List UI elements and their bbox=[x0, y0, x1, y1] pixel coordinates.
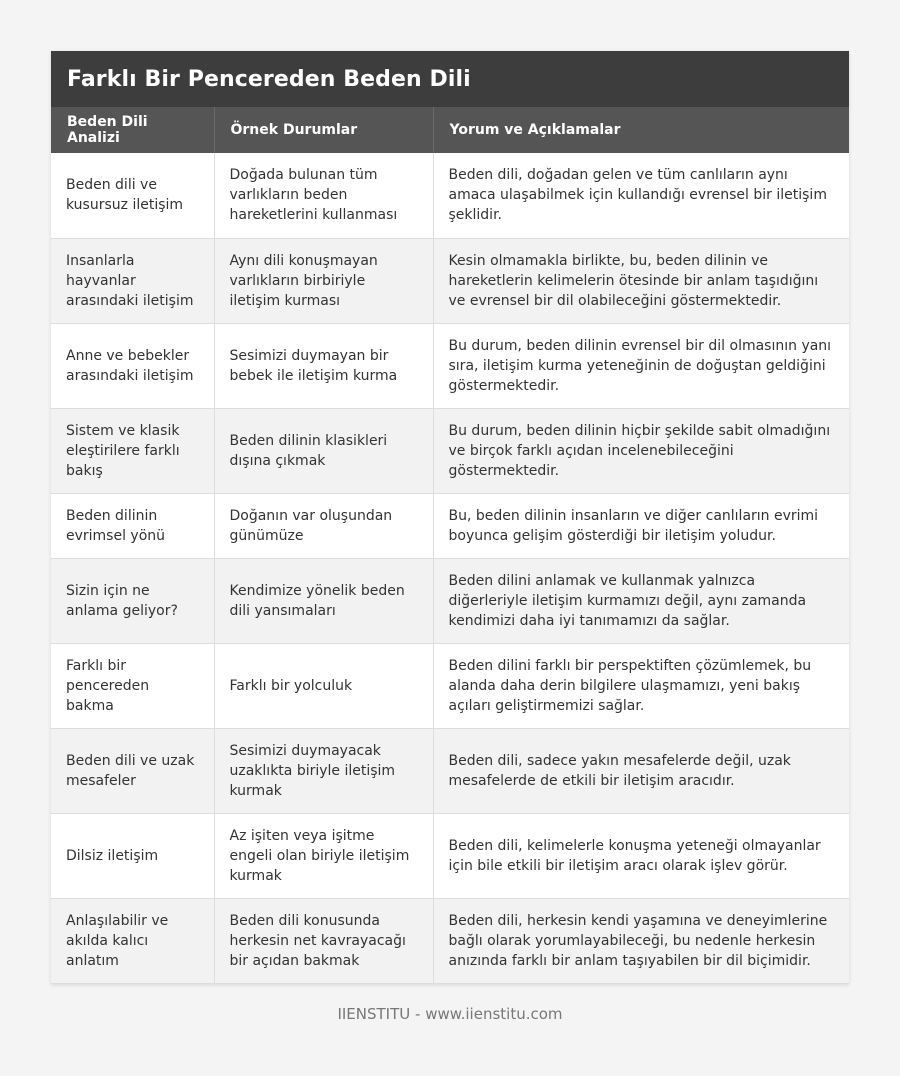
table-cell: Bu durum, beden dilinin hiçbir şekilde sabit olmadığını ve birçok farklı açıdan incelenebileceğini göstermektedir. bbox=[433, 408, 849, 493]
table-cell: Sesimizi duymayacak uzaklıkta biriyle iletişim kurmak bbox=[214, 728, 433, 813]
table-row bbox=[51, 408, 849, 493]
table-cell: Doğanın var oluşundan günümüze bbox=[214, 493, 433, 558]
table-cell: Beden dili ve kusursuz iletişim bbox=[51, 153, 214, 238]
table-row bbox=[51, 898, 849, 983]
footer-credit: IIENSTITU - www.iienstitu.com bbox=[337, 1005, 563, 1023]
table-cell: Sizin için ne anlama geliyor? bbox=[51, 558, 214, 643]
table-cell: Doğada bulunan tüm varlıkların beden hareketlerini kullanması bbox=[214, 153, 433, 238]
table-row bbox=[51, 643, 849, 728]
table-cell: Bu, beden dilinin insanların ve diğer canlıların evrimi boyunca gelişim gösterdiği bir iletişim yoludur. bbox=[433, 493, 849, 558]
table-cell: Beden dili, sadece yakın mesafelerde değil, uzak mesafelerde de etkili bir iletişim aracıdır. bbox=[433, 728, 849, 813]
table-cell: Farklı bir pencereden bakma bbox=[51, 643, 214, 728]
table-header-row bbox=[51, 107, 849, 153]
table-card bbox=[51, 51, 849, 984]
table-cell: Insanlarla hayvanlar arasındaki iletişim bbox=[51, 238, 214, 323]
table-cell: Kendimize yönelik beden dili yansımaları bbox=[214, 558, 433, 643]
table-cell: Az işiten veya işitme engeli olan biriyle iletişim kurmak bbox=[214, 813, 433, 898]
table-row bbox=[51, 813, 849, 898]
page-title: Farklı Bir Pencereden Beden Dili bbox=[67, 66, 471, 92]
table-cell: Sesimizi duymayan bir bebek ile iletişim kurma bbox=[214, 323, 433, 408]
data-table bbox=[51, 107, 849, 984]
table-cell: Beden dili, kelimelerle konuşma yeteneği olmayanlar için bile etkili bir iletişim aracı olarak işlev görür. bbox=[433, 813, 849, 898]
column-header-examples: Örnek Durumlar bbox=[214, 107, 433, 153]
table-cell: Beden dilini farklı bir perspektiften çözümlemek, bu alanda daha derin bilgilere ulaşmamızı, yeni bakış açıları geliştirmemizi sağlar. bbox=[433, 643, 849, 728]
table-row bbox=[51, 238, 849, 323]
table-row bbox=[51, 558, 849, 643]
table-cell: Aynı dili konuşmayan varlıkların birbiriyle iletişim kurması bbox=[214, 238, 433, 323]
table-row bbox=[51, 323, 849, 408]
column-header-analysis: Beden Dili Analizi bbox=[51, 107, 214, 153]
column-header-comments: Yorum ve Açıklamalar bbox=[433, 107, 849, 153]
table-cell: Beden dili, doğadan gelen ve tüm canlıların aynı amaca ulaşabilmek için kullandığı evrensel bir iletişim şeklidir. bbox=[433, 153, 849, 238]
table-row bbox=[51, 153, 849, 238]
table-cell: Beden dilinin evrimsel yönü bbox=[51, 493, 214, 558]
table-cell: Beden dilinin klasikleri dışına çıkmak bbox=[214, 408, 433, 493]
table-cell: Beden dili ve uzak mesafeler bbox=[51, 728, 214, 813]
table-cell: Bu durum, beden dilinin evrensel bir dil olmasının yanı sıra, iletişim kurma yeteneğinin de doğuştan geldiğini göstermektedir. bbox=[433, 323, 849, 408]
table-cell: Beden dili, herkesin kendi yaşamına ve deneyimlerine bağlı olarak yorumlayabileceği, bu nedenle herkesin anızında farklı bir anlam taşıyabilen bir dil biçimidir. bbox=[433, 898, 849, 983]
title-bar bbox=[51, 51, 849, 107]
table-cell: Sistem ve klasik eleştirilere farklı bakış bbox=[51, 408, 214, 493]
table-cell: Anne ve bebekler arasındaki iletişim bbox=[51, 323, 214, 408]
table-row bbox=[51, 728, 849, 813]
table-cell: Beden dili konusunda herkesin net kavrayacağı bir açıdan bakmak bbox=[214, 898, 433, 983]
table-cell: Farklı bir yolculuk bbox=[214, 643, 433, 728]
table-row bbox=[51, 493, 849, 558]
table-cell: Dilsiz iletişim bbox=[51, 813, 214, 898]
table-cell: Anlaşılabilir ve akılda kalıcı anlatım bbox=[51, 898, 214, 983]
table-cell: Kesin olmamakla birlikte, bu, beden dilinin ve hareketlerin kelimelerin ötesinde bir anlam taşıdığını ve evrensel bir dil olabileceğini göstermektedir. bbox=[433, 238, 849, 323]
table-cell: Beden dilini anlamak ve kullanmak yalnızca diğerleriyle iletişim kurmamızı değil, aynı zamanda kendimizi daha iyi tanımamızı da sağlar. bbox=[433, 558, 849, 643]
